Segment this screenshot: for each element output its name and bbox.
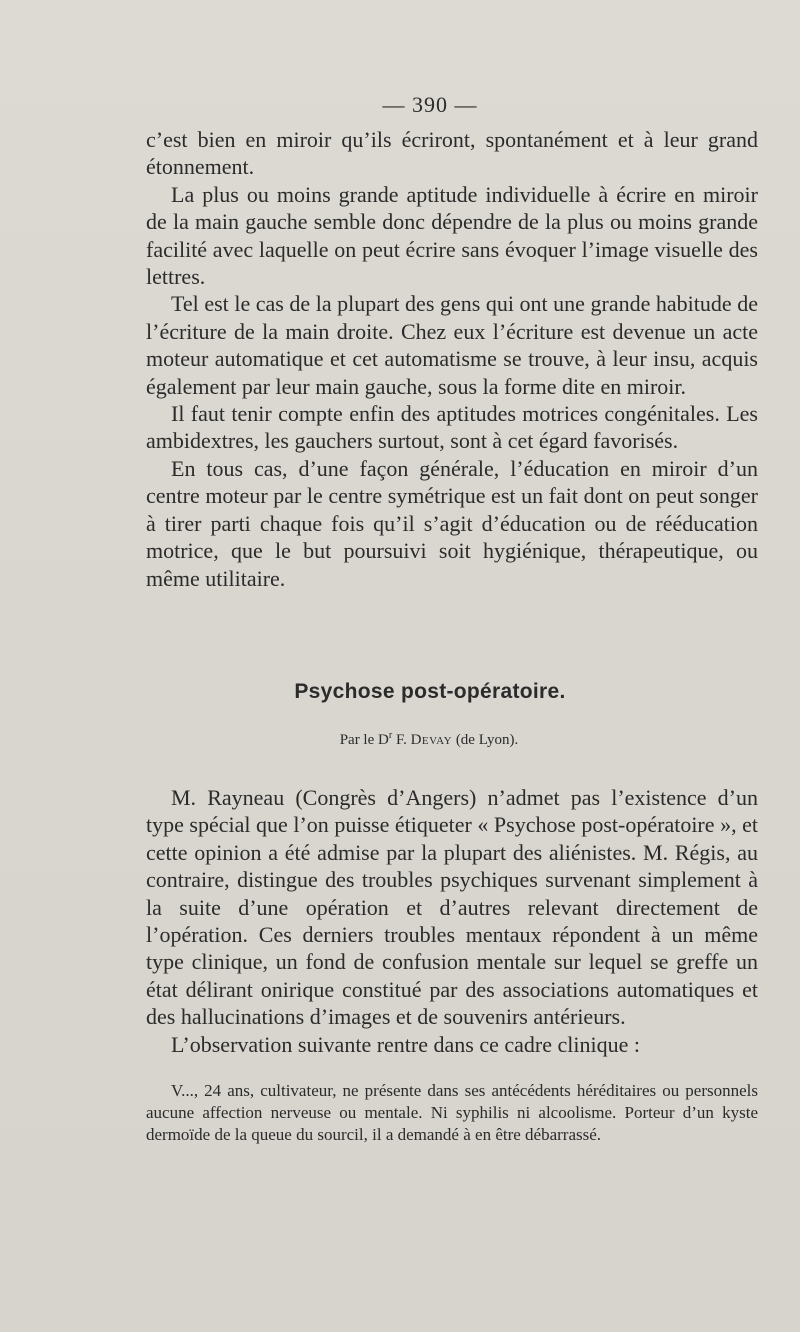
paragraph: L’observation suivante rentre dans ce cadre clinique : [171, 1031, 640, 1057]
observation-text [146, 1080, 758, 1146]
article-title: Psychose post-opératoire. [294, 680, 566, 703]
author-suffix: (de Lyon). [452, 732, 519, 748]
page-number: — 390 — [382, 92, 478, 117]
paragraph: Tel est le cas de la plupart des gens qui ont une grande habitude de l’écriture de la main droite. Chez eux l’écriture est devenue un acte moteur automatique et cet automatisme se trouve, à leur insu, acquis également par leur main gauche, sous la forme dite en miroir. [146, 291, 758, 399]
paragraph: En tous cas, d’une façon générale, l’éducation en miroir d’un centre moteur par le centre symétrique est un fait dont on peut songer à tirer parti chaque fois qu’il s’agit d’éducation ou de rééducation motrice, que le but poursuivi soit hygiénique, thérapeutique, ou même utilitaire. [146, 455, 758, 591]
paragraph: c’est bien en miroir qu’ils écriront, spontanément et à leur grand étonnement. [146, 127, 758, 180]
article-body [146, 784, 758, 1058]
paragraph: Il faut tenir compte enfin des aptitudes motrices congénitales. Les ambidextres, les gauchers surtout, sont à cet égard favorisés. [146, 401, 758, 454]
author-sup: r [388, 730, 393, 741]
paragraph: V..., 24 ans, cultivateur, ne présente dans ses antécédents héréditaires ou personnels aucune affection nerveuse ou mentale. Ni syphilis ni alcoolisme. Porteur d’un kyste dermoïde de la queue du sourcil, il a demandé à en être débarrassé. [146, 1081, 758, 1144]
section-text-mirror-writing [146, 126, 758, 592]
author-name: Devay [410, 732, 453, 748]
author-initial: F. [392, 732, 411, 748]
paragraph: La plus ou moins grande aptitude individuelle à écrire en miroir de la main gauche semble donc dépendre de la plus ou moins grande facilité avec laquelle on peut écrire sans évoquer l’image visuelle des lettres. [146, 181, 758, 290]
article-author [0, 730, 800, 749]
author-prefix: Par le D [339, 732, 389, 748]
paragraph: M. Rayneau (Congrès d’Angers) n’admet pas l’existence d’un type spécial que l’on puisse étiqueter « Psychose post-opératoire », et cette opinion a été admise par la plupart des aliénistes. M. Régis, au contraire, distingue des troubles psychiques survenant simplement à la suite d’une opération et d’autres relevant directement de l’opération. Ces derniers troubles mentaux répondent à un même type clinique, un fond de confusion mentale sur lequel se greffe un état délirant onirique constitué par des associations automatiques et des hallucinations d’images et de souvenirs antérieurs. [146, 785, 758, 1030]
